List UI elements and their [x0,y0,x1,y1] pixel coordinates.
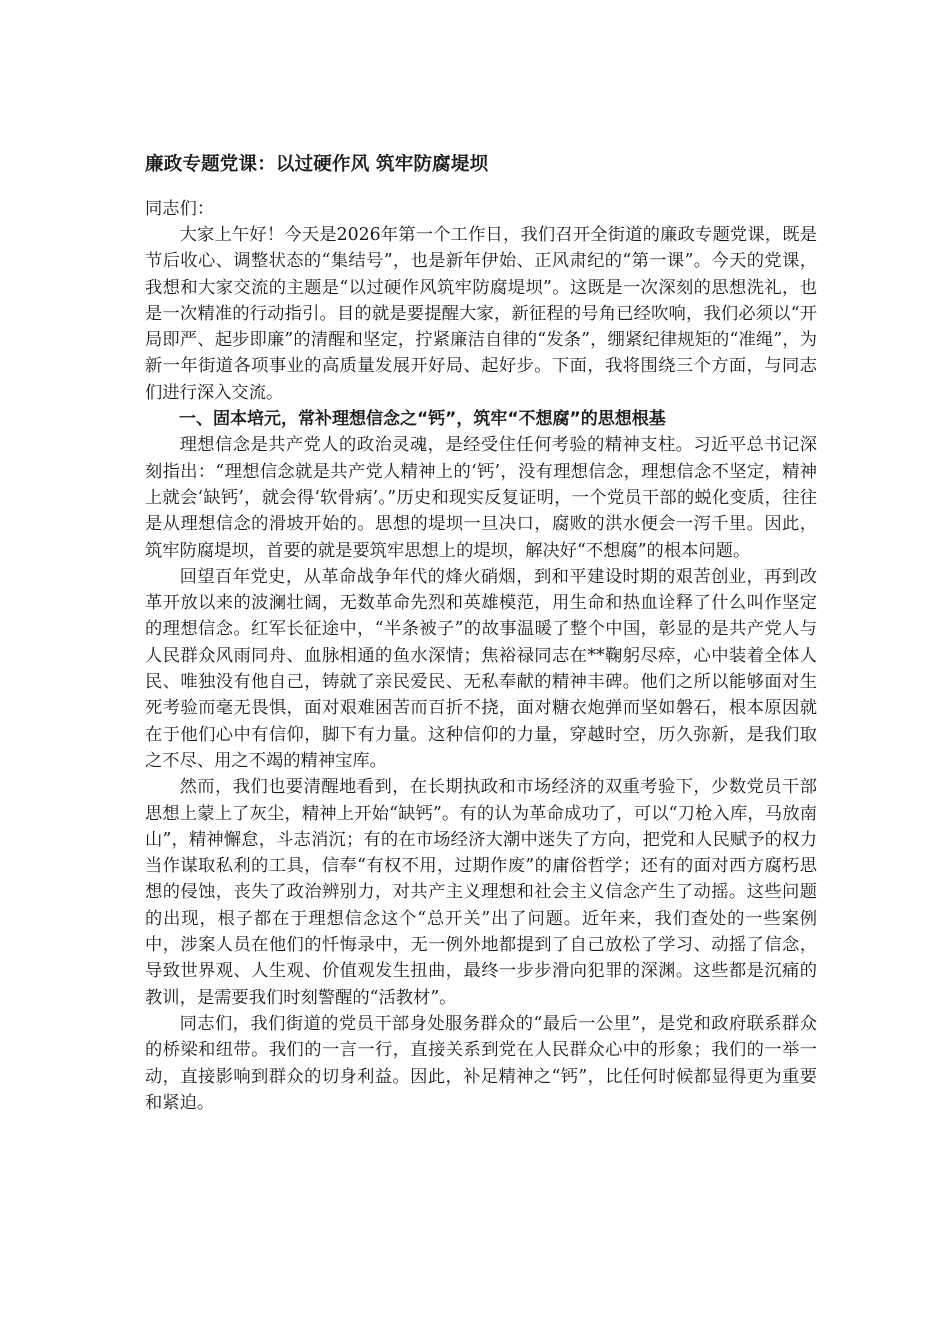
section-heading-1: 一、固本培元，常补理想信念之“钙”，筑牢“不想腐”的思想根基 [179,409,666,430]
document-title: 廉政专题党课：以过硬作风 筑牢防腐堤坝 [145,154,489,175]
document-body [145,152,817,1116]
salutation: 同志们： [145,199,215,219]
paragraph-problems: 然而，我们也要清醒地看到，在长期执政和市场经济的双重考验下，少数党员干部思想上蒙上了灰尘，精神上开始“缺钙”。有的认为革命成功了，可以“刀枪入库，马放南山”，精神懈怠，斗志消沉；有的在市场经济大潮中迷失了方向，把党和人民赋予的权力当作谋取私利的工具，信奉“有权不用，过期作废”的庸俗哲学；还有的面对西方腐朽思想的侵蚀，丧失了政治辨别力，对共产主义理想和社会主义信念产生了动摇。这些问题的出现，根子都在于理想信念这个“总开关”出了问题。近年来，我们查处的一些案例中，涉案人员在他们的忏悔录中，无一例外地都提到了自己放松了学习、动摇了信念，导致世界观、人生观、价值观发生扭曲，最终一步步滑向犯罪的深渊。这些都是沉痛的教训，是需要我们时刻警醒的“活教材”。 [145,777,817,1008]
paragraph-opening: 大家上午好！今天是2026年第一个工作日，我们召开全街道的廉政专题党课，既是节后收心、调整状态的“集结号”，也是新年伊始、正风肃纪的“第一课”。今天的党课，我想和大家交流的主题是“以过硬作风筑牢防腐堤坝”。这既是一次深刻的思想洗礼，也是一次精准的行动指引。目的就是要提醒大家，新征程的号角已经吹响，我们必须以“开局即严、起步即廉”的清醒和坚定，拧紧廉洁自律的“发条”，绷紧纪律规矩的“准绳”，为新一年街道各项事业的高质量发展开好局、起好步。下面，我将围绕三个方面，与同志们进行深入交流。 [145,225,817,403]
paragraph-history: 回望百年党史，从革命战争年代的烽火硝烟，到和平建设时期的艰苦创业，再到改革开放以来的波澜壮阔，无数革命先烈和英雄模范，用生命和热血诠释了什么叫作坚定的理想信念。红军长征途中，“半条被子”的故事温暖了整个中国，彰显的是共产党人与人民群众风雨同舟、血脉相通的鱼水深情；焦裕禄同志在**鞠躬尽瘁，心中装着全体人民、唯独没有他自己，铸就了亲民爱民、无私奉献的精神丰碑。他们之所以能够面对生死考验而毫无畏惧，面对艰难困苦而百折不挠，面对糖衣炮弹而坚如磐石，根本原因就在于他们心中有信仰，脚下有力量。这种信仰的力量，穿越时空，历久弥新，是我们取之不尽、用之不竭的精神宝库。 [145,566,817,771]
paragraph-ideals: 理想信念是共产党人的政治灵魂，是经受住任何考验的精神支柱。习近平总书记深刻指出：“理想信念就是共产党人精神上的‘钙’，没有理想信念，理想信念不坚定，精神上就会‘缺钙’，就会得‘软骨病’。”历史和现实反复证明，一个党员干部的蜕化变质，往往是从理想信念的滑坡开始的。思想的堤坝一旦决口，腐败的洪水便会一泻千里。因此，筑牢防腐堤坝，首要的就是要筑牢思想上的堤坝，解决好“不想腐”的根本问题。 [145,435,817,561]
paragraph-urgency: 同志们，我们街道的党员干部身处服务群众的“最后一公里”，是党和政府联系群众的桥梁和纽带。我们的一言一行，直接关系到党在人民群众心中的形象；我们的一举一动，直接影响到群众的切身利益。因此，补足精神之“钙”，比任何时候都显得更为重要和紧迫。 [145,1013,817,1113]
